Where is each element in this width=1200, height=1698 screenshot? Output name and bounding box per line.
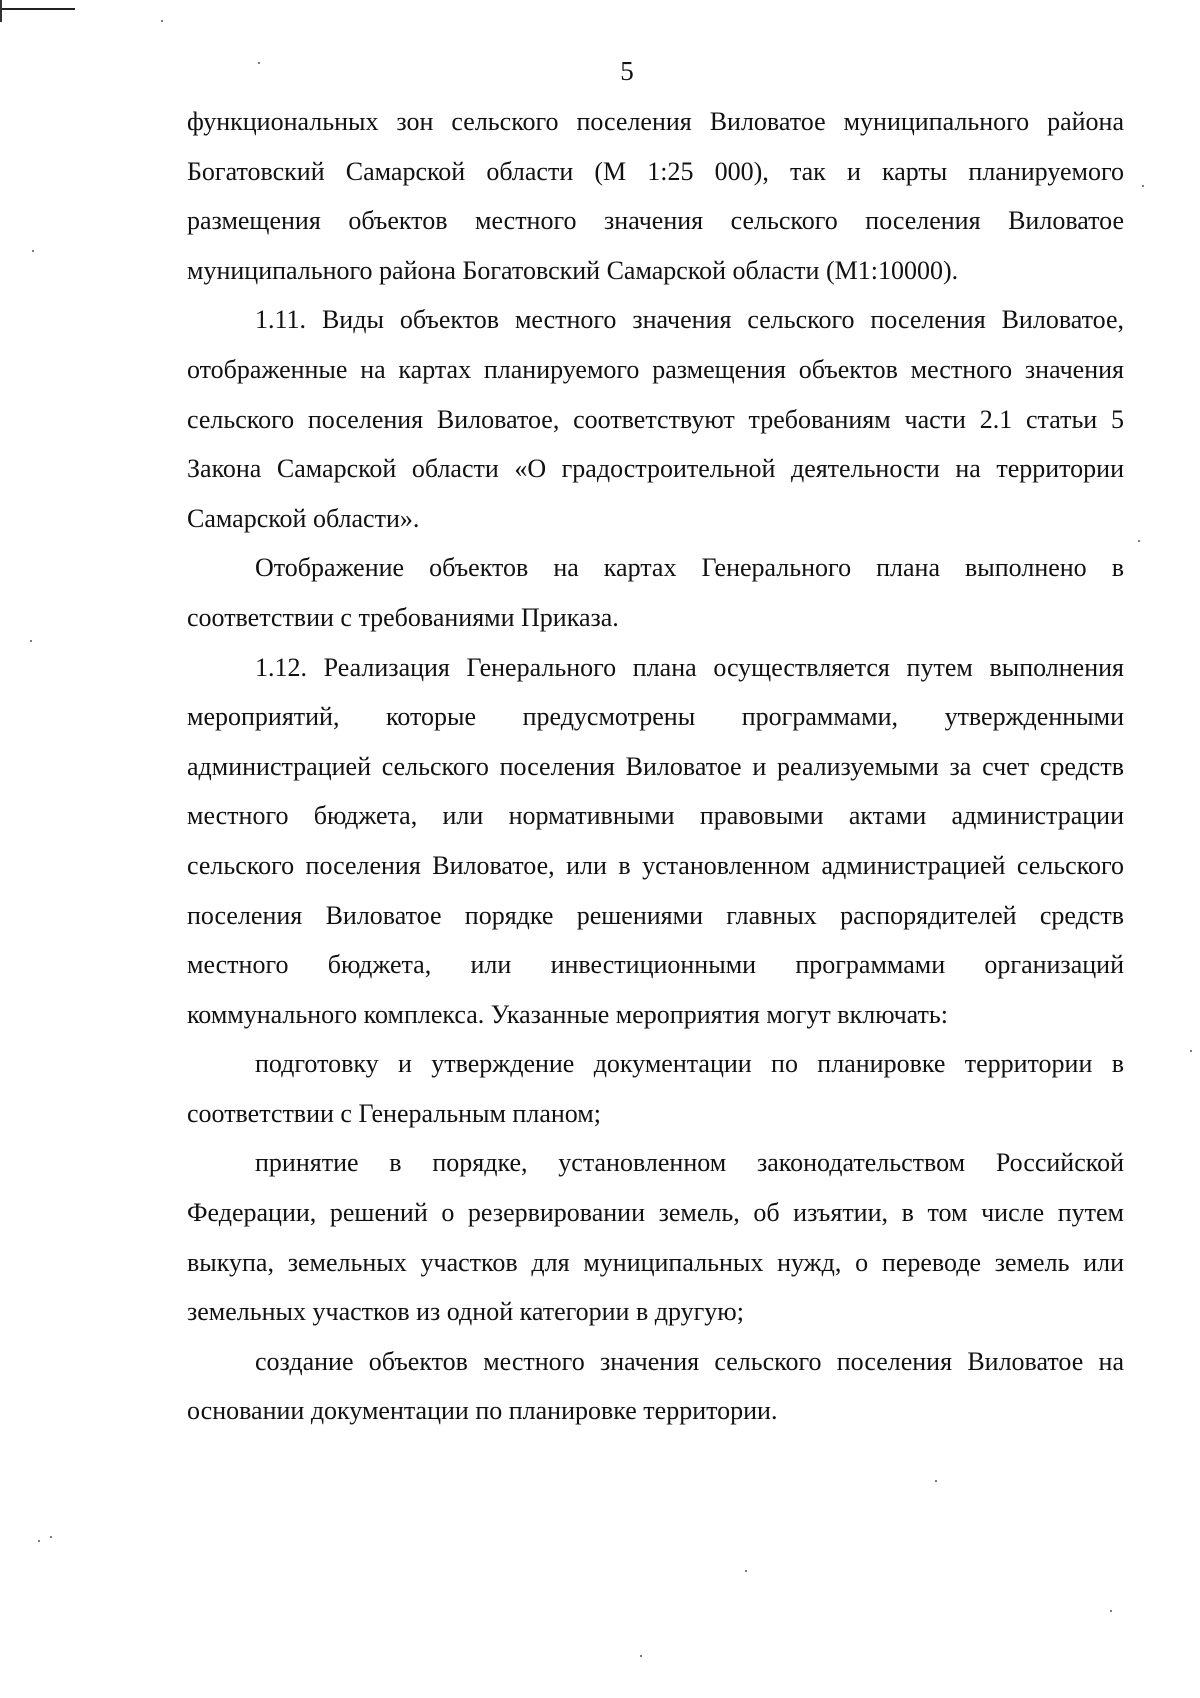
document-body <box>187 97 1124 1436</box>
scan-speck <box>745 1570 747 1572</box>
scan-speck <box>50 1536 52 1538</box>
scan-speck <box>935 1480 937 1482</box>
list-item-land-reservation: принятие в порядке, установленном законодательством Российской Федерации, решений о резервировании земель, об изъятии, в том числе путем выкупа, земельных участков для муниципальных нужд, о переводе земель или земельных участков из одной категории в другую; <box>187 1148 1124 1327</box>
scan-artifact-edge <box>0 0 2 22</box>
scan-speck <box>32 250 34 252</box>
paragraph-1: функциональных зон сельского поселения Виловатое муниципального района Богатовский Самарской области (М 1:25 000), так и карты планируемого размещения объектов местного значения сельского поселения Виловатое муниципального района Богатовский Самарской области (М1:10000). <box>187 107 1124 285</box>
paragraph-1-12: 1.12. Реализация Генерального плана осуществляется путем выполнения мероприятий, которые предусмотрены программами, утвержденными администрацией сельского поселения Виловатое и реализуемыми за счет средств местного бюджета, или нормативными правовыми актами администрации сельского поселения Виловатое, или в установленном администрацией сельского поселения Виловатое порядке решениями главных распорядителей средств местного бюджета, или инвестиционными программами организаций коммунального комплекса. Указанные мероприятия могут включать: <box>187 652 1124 1029</box>
scan-speck <box>30 640 32 642</box>
scan-speck <box>1142 185 1144 187</box>
scan-speck <box>38 1540 40 1542</box>
scan-speck <box>1190 1050 1192 1052</box>
scan-artifact-line <box>0 8 75 10</box>
list-item-objects-creation: создание объектов местного значения сельского поселения Виловатое на основании документации по планировке территории. <box>187 1346 1124 1426</box>
scan-speck <box>161 20 163 22</box>
scan-speck <box>1110 1610 1112 1612</box>
scan-speck <box>640 1655 642 1657</box>
scan-speck <box>258 62 260 64</box>
page-number: 5 <box>620 56 634 86</box>
paragraph-1-11: 1.11. Виды объектов местного значения сельского поселения Виловатое, отображенные на картах планируемого размещения объектов местного значения сельского поселения Виловатое, соответствуют требованиям части 2.1 статьи 5 Закона Самарской области «О градостроительной деятельности на территории Самарской области». <box>187 305 1124 533</box>
paragraph-display: Отображение объектов на картах Генерального плана выполнено в соответствии с требованиями Приказа. <box>187 553 1124 632</box>
list-item-planning: подготовку и утверждение документации по планировке территории в соответствии с Генеральным планом; <box>187 1049 1124 1128</box>
scan-speck <box>1138 540 1140 542</box>
